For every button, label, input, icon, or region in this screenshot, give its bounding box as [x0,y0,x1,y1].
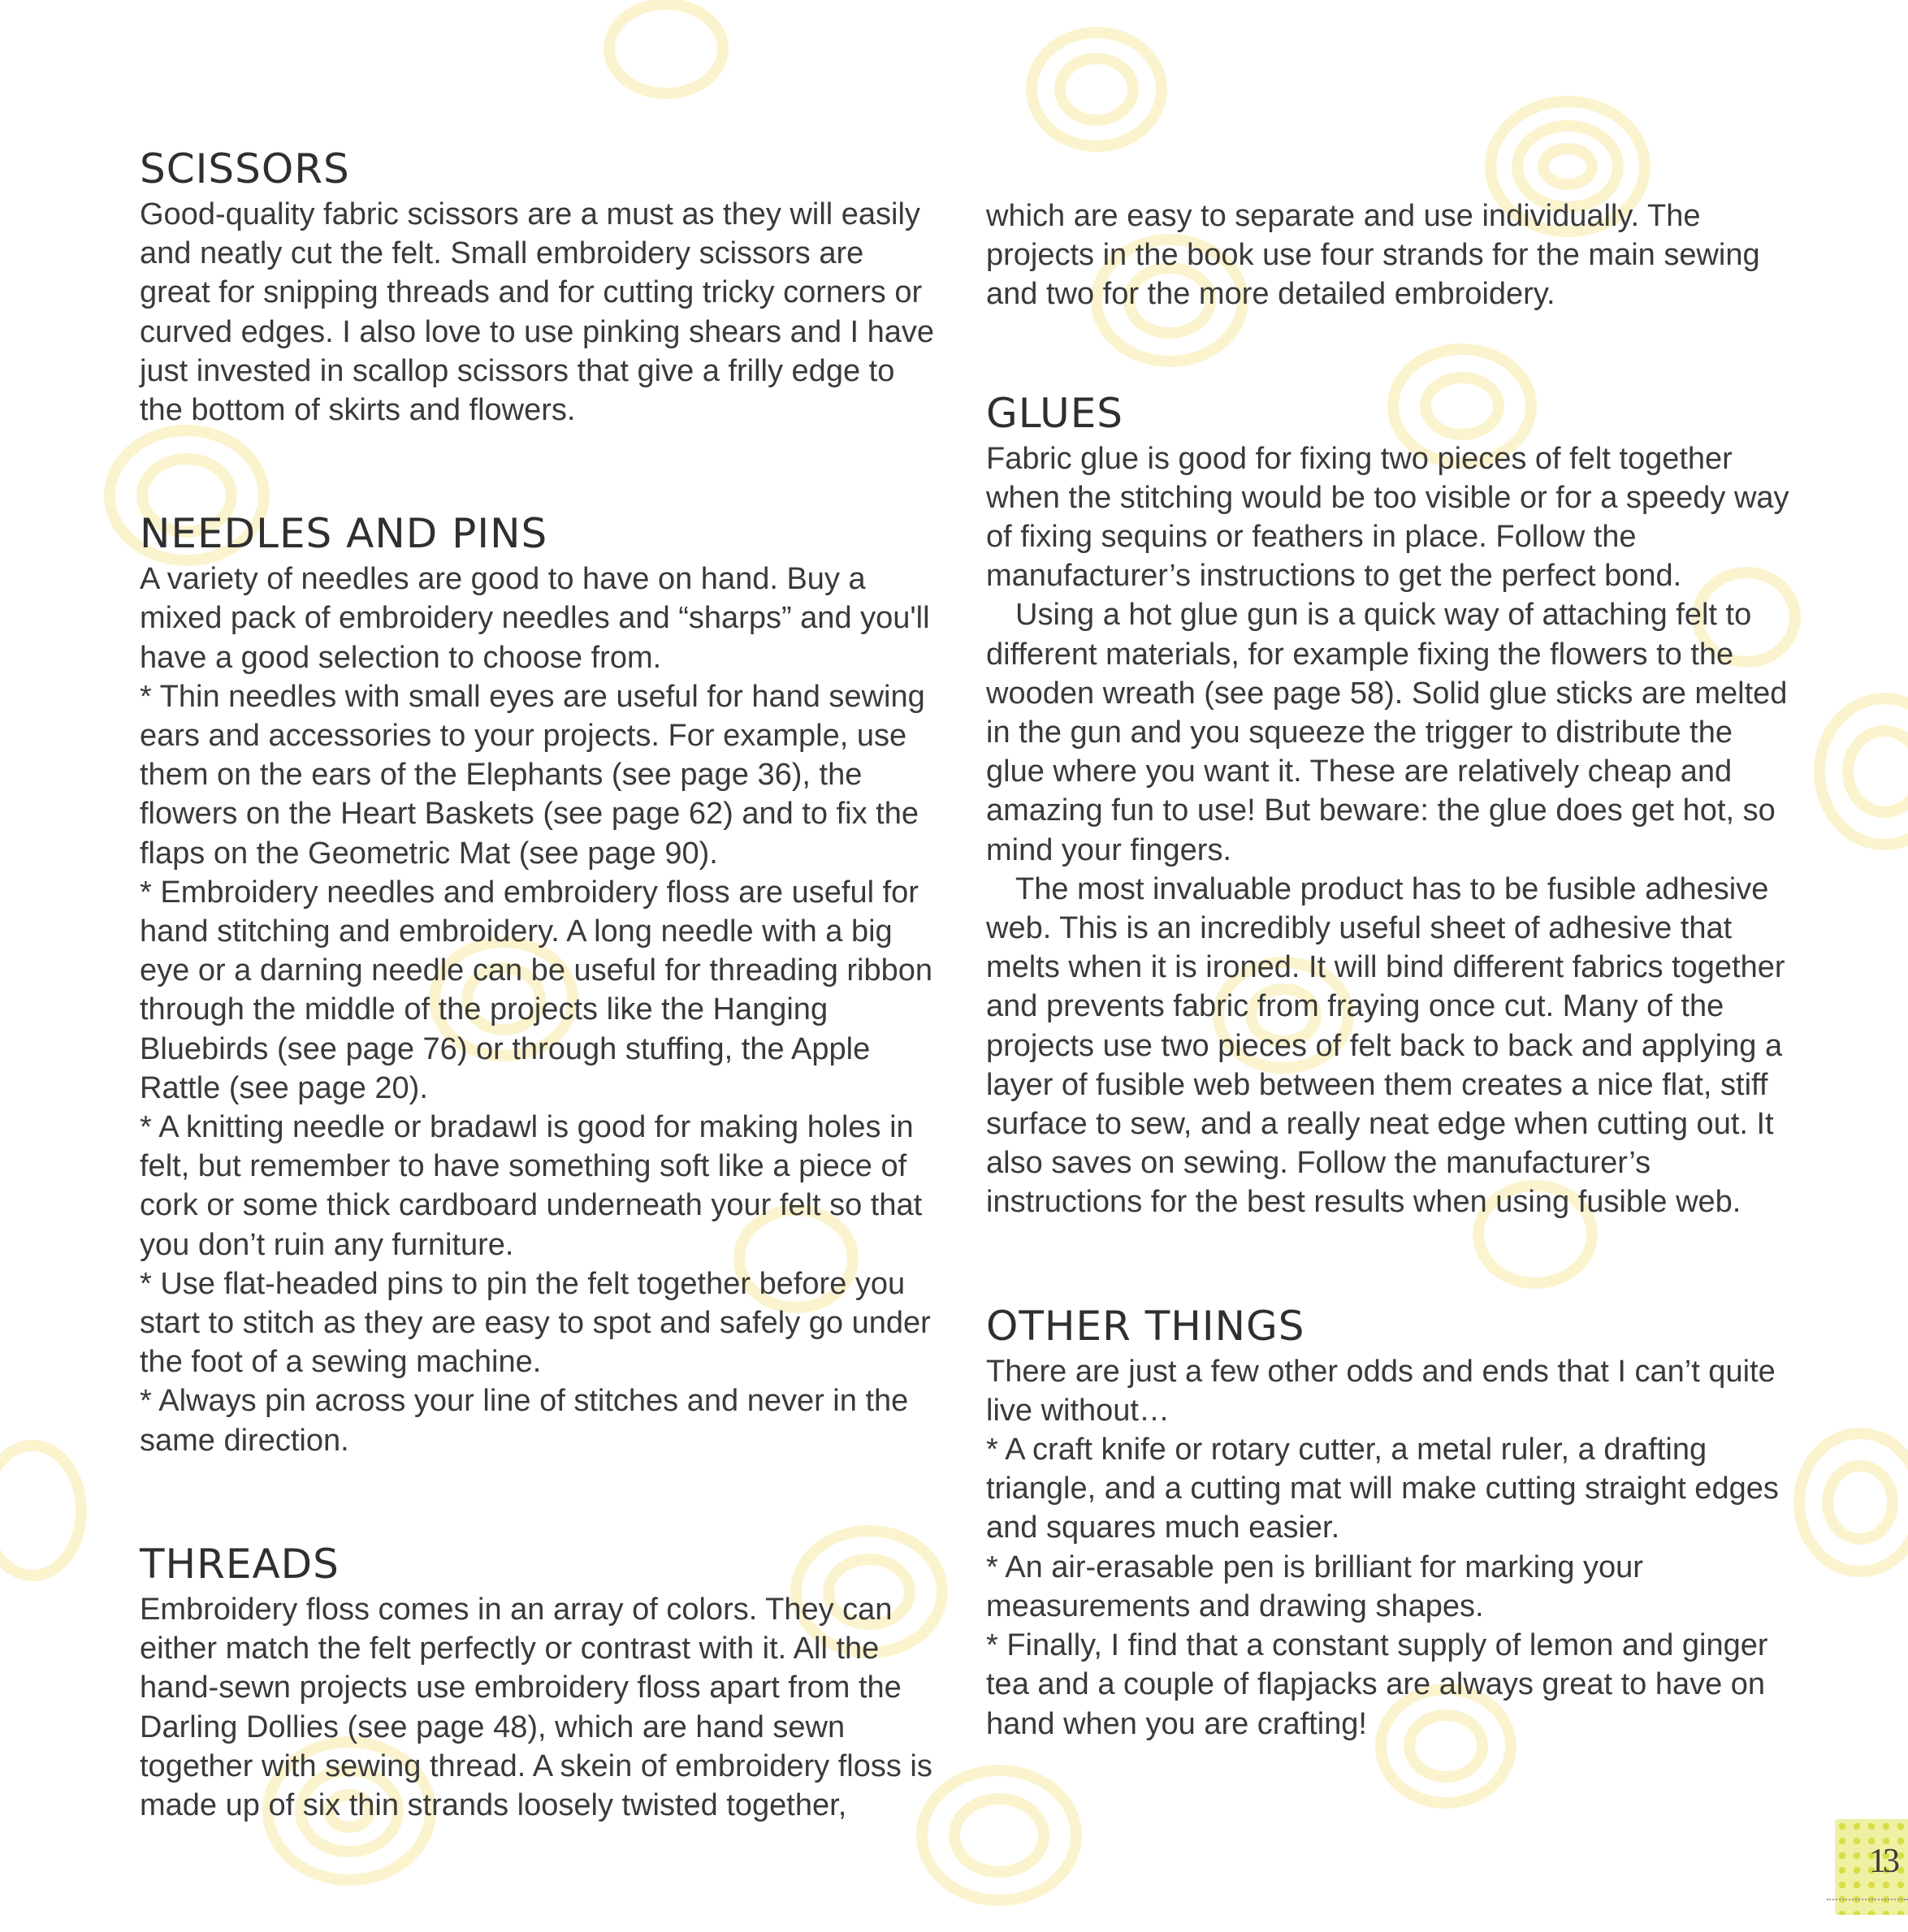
glues-paragraph: Using a hot glue gun is a quick way of attaching felt to different materials, for example fixing the flowers to the wooden wreath (see page 58). Solid glue sticks are melted in the gun and you squeeze the trigger to distribute the glue where you want it. These are relatively cheap and amazing fun to use! But beware: the glue does get hot, so mind your fingers. [986,598,1788,867]
glues-paragraph: Fabric glue is good for fixing two pieces of felt together when the stitching would be too visible or for a speedy way of fixing sequins or feathers in place. Follow the manufacturer’s instructions to get the perfect bond. [986,441,1789,594]
scissors-section [140,143,940,430]
scissors-heading: SCISSORS [140,145,350,192]
threads-continued-section [986,197,1790,314]
right-column [986,197,1790,1822]
other-things-bullet: * A craft knife or rotary cutter, a metal ruler, a drafting triangle, and a cutting mat will make cutting straight edges and squares much easier. [986,1433,1779,1545]
other-things-bullet: * Finally, I find that a constant supply of lemon and ginger tea and a couple of flapjacks are always great to have on hand when you are crafting! [986,1628,1768,1741]
needles-paragraph: A variety of needles are good to have on hand. Buy a mixed pack of embroidery needles and “sharps” and you'll have a good selection to choose from. [140,562,930,675]
needles-heading: NEEDLES AND PINS [140,510,548,558]
glues-paragraph: The most invaluable product has to be fusible adhesive web. This is an incredibly useful sheet of adhesive that melts when it is ironed. It will bind different fabrics together and prevents fabric from fraying once cut. Many of the projects use two pieces of felt back to back and applying a layer of fusible web between them creates a nice flat, stiff surface to sew, and a really neat edge when cutting out. It also saves on sewing. Follow the manufacturer’s instructions for the best results when using fusible web. [986,871,1785,1220]
glues-section [986,387,1790,1222]
needles-section [140,508,940,1460]
needles-bullet: * A knitting needle or bradawl is good for making holes in felt, but remember to have something soft like a piece of cork or some thick cardboard underneath your felt so that you don’t ruin any furniture. [140,1110,923,1262]
left-column [140,143,940,1903]
needles-bullet: * Embroidery needles and embroidery floss are useful for hand stitching and embroidery. A long needle with a big eye or a darning needle can be useful for threading ribbon through the middle of the projects like the Hanging Bluebirds (see page 76) or through stuffing, the Apple Rattle (see page 20). [140,875,933,1105]
threads-continued-paragraph: which are easy to separate and use individually. The projects in the book use four strands for the main sewing and two for the more detailed embroidery. [986,199,1760,312]
threads-paragraph: Embroidery floss comes in an array of colors. They can either match the felt perfectly or contrast with it. All the hand-sewn projects use embroidery floss apart from the Darling Dollies (see page 48), which are hand sewn together with sewing thread. A skein of embroidery floss is made up of six thin strands loosely twisted together, [140,1592,932,1822]
threads-section [140,1538,940,1825]
glues-heading: GLUES [986,389,1124,437]
needles-bullet: * Always pin across your line of stitches and never in the same direction. [140,1384,909,1458]
needles-bullet: * Use flat-headed pins to pin the felt together before you start to stitch as they are easy to spot and safely go under the foot of a sewing machine. [140,1266,931,1380]
other-things-paragraph: There are just a few other odds and ends that I can’t quite live without… [986,1354,1776,1428]
other-things-bullet: * An air-erasable pen is brilliant for marking your measurements and drawing shapes. [986,1549,1643,1623]
page-tab-rule [1827,1899,1908,1900]
other-things-section [986,1300,1790,1744]
needles-bullet: * Thin needles with small eyes are useful for hand sewing ears and accessories to your projects. For example, use them on the ears of the Elephants (see page 36), the flowers on the Heart Baskets (see page 62) and to fix the flaps on the Geometric Mat (see page 90). [140,679,925,871]
scissors-paragraph: Good-quality fabric scissors are a must as they will easily and neatly cut the felt. Small embroidery scissors are great for snipping threads and for cutting tricky corners or curved edges. I also love to use pinking shears and I have just invested in scallop scissors that give a frilly edge to the bottom of skirts and flowers. [140,197,935,428]
page-number: 13 [1869,1843,1897,1880]
other-things-heading: OTHER THINGS [986,1302,1305,1350]
threads-heading: THREADS [140,1540,340,1588]
